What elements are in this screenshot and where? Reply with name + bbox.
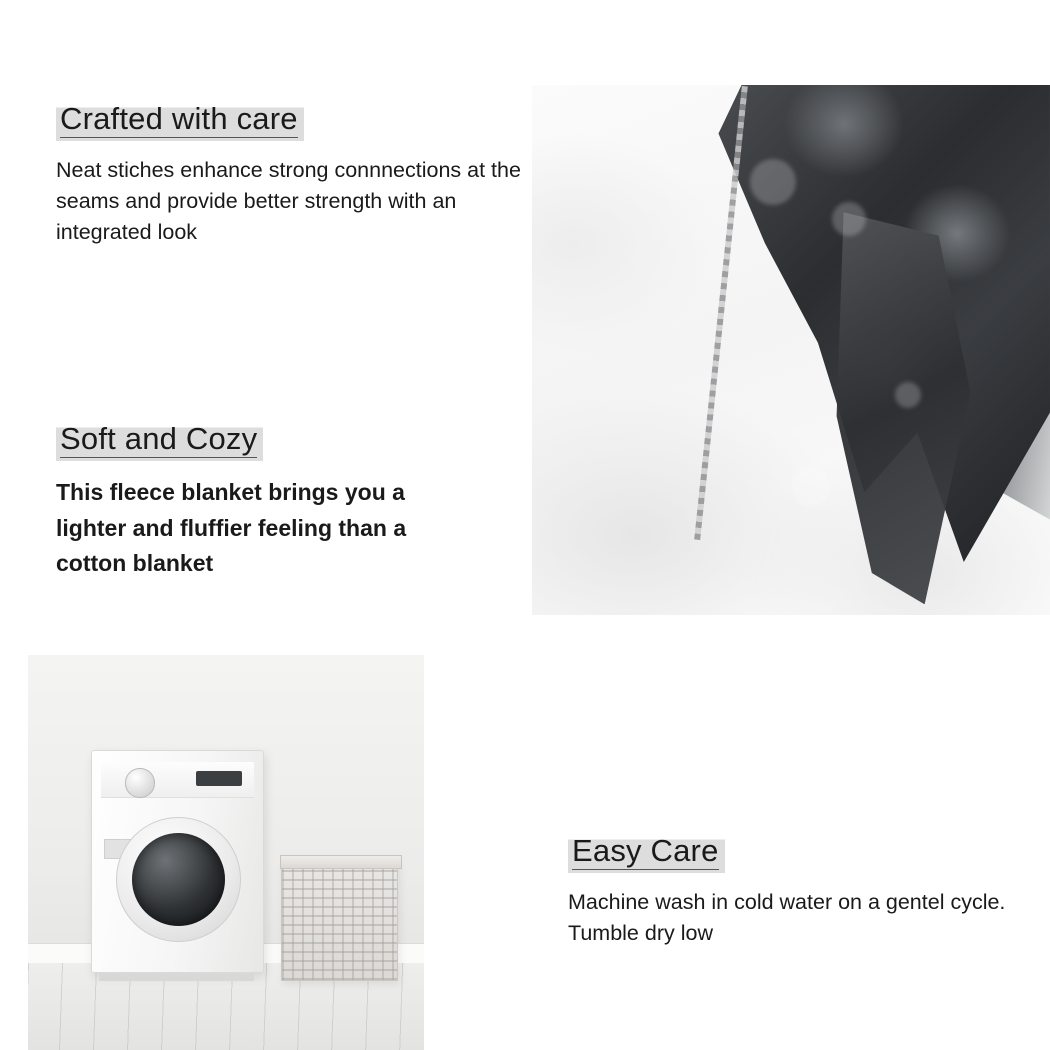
section-body-crafted: Neat stiches enhance strong connnections at the seams and provide better strength with an integrated look [56, 158, 521, 245]
section-soft-and-cozy [56, 420, 476, 582]
section-crafted-with-care [56, 100, 526, 249]
section-body-soft: This fleece blanket brings you a lighter and fluffier feeling than a cotton blanket [56, 479, 407, 577]
washing-machine-door [116, 817, 241, 942]
washing-machine-display [196, 771, 242, 786]
washing-machine [91, 750, 263, 973]
section-heading-easy: Easy Care [568, 832, 725, 873]
blanket-closeup-image [532, 85, 1050, 615]
section-easy-care [568, 832, 1038, 949]
blanket-highlight-3 [791, 467, 831, 507]
section-heading-crafted: Crafted with care [56, 100, 304, 141]
laundry-basket [281, 860, 398, 981]
section-heading-soft: Soft and Cozy [56, 420, 263, 461]
laundry-basket-lid [280, 855, 401, 869]
washing-machine-control-panel [101, 762, 254, 798]
laundry-room-image [28, 655, 424, 1050]
washing-machine-door-glass [132, 833, 225, 926]
blanket-highlight-2 [832, 202, 866, 236]
blanket-highlight-1 [750, 159, 796, 205]
section-body-easy: Machine wash in cold water on a gentel cycle. Tumble dry low [568, 890, 1006, 946]
washing-machine-dial [125, 768, 155, 798]
washing-machine-base [99, 973, 253, 981]
blanket-highlight-4 [895, 382, 921, 408]
